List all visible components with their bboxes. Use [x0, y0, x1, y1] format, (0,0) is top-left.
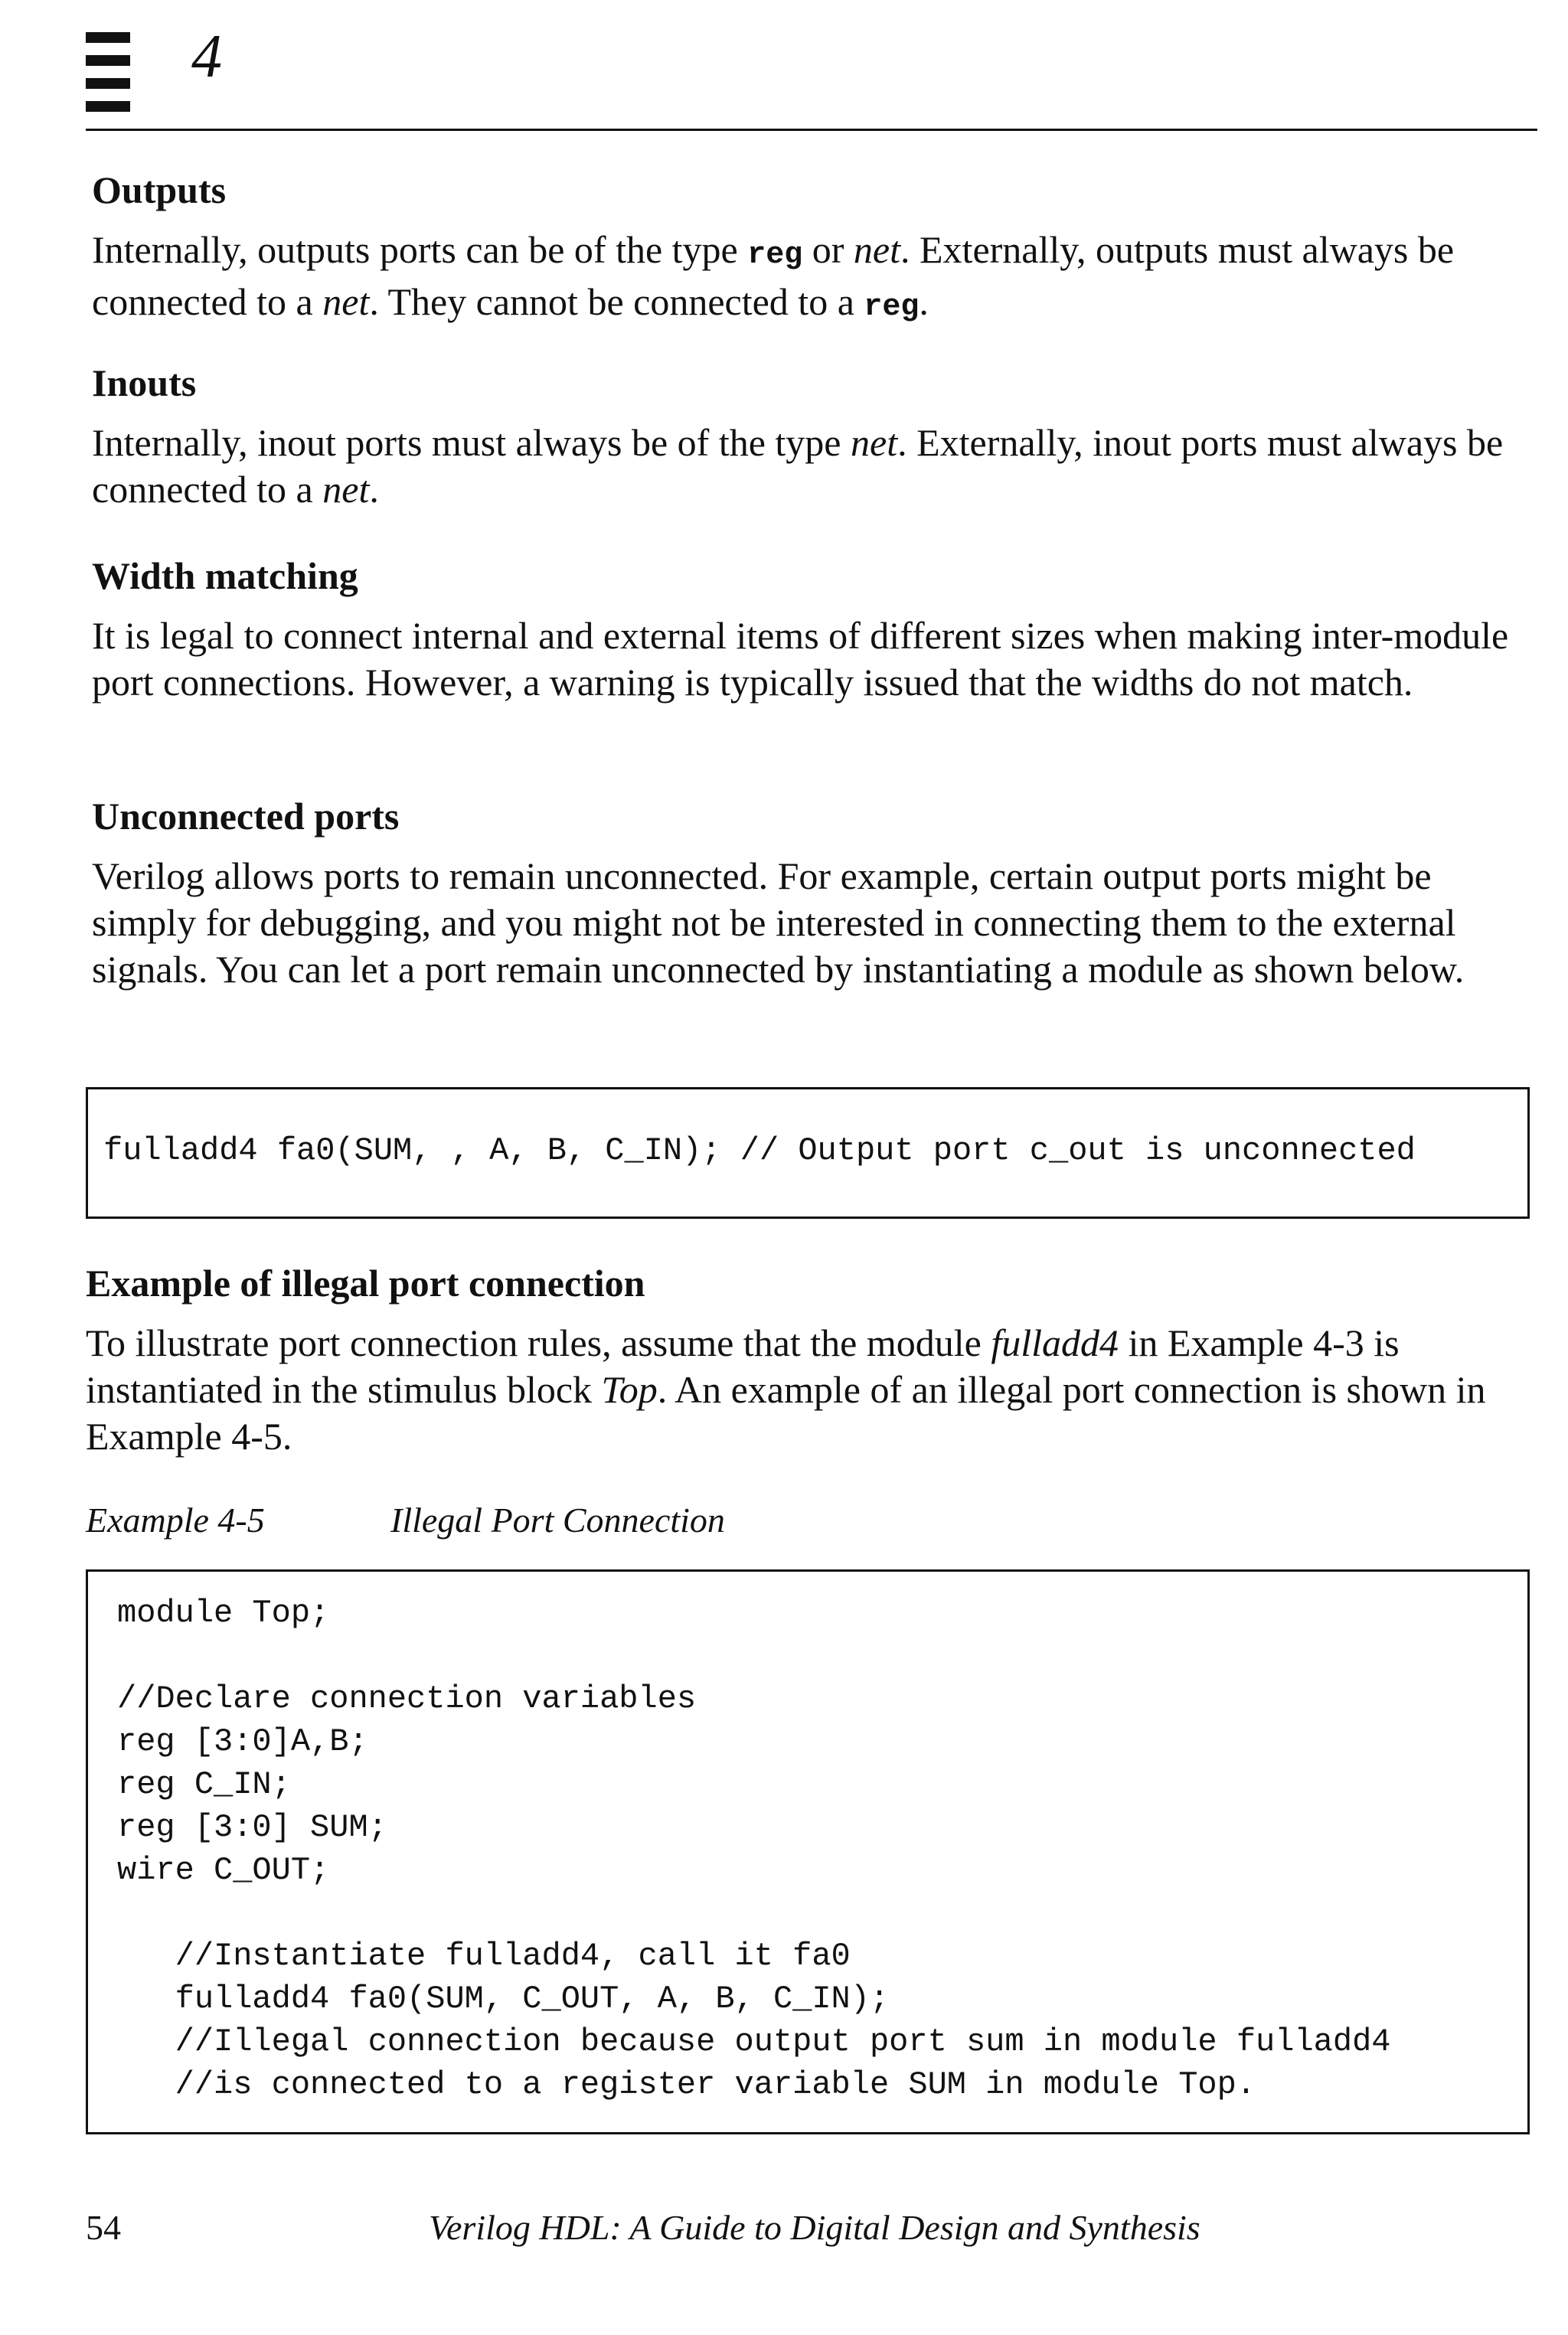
width-matching-paragraph: It is legal to connect internal and external items of different sizes when making inter-module port connections. However, a warning is typically issued that the widths do not match. — [92, 614, 1509, 704]
example-code-box — [86, 1569, 1530, 2134]
chapter-bars-icon — [86, 31, 155, 115]
code-line: //is connected to a register variable SUM in module Top. — [117, 2066, 1256, 2103]
code-line: fulladd4 fa0(SUM, C_OUT, A, B, C_IN); — [117, 1981, 890, 2017]
code-line: wire C_OUT; — [117, 1852, 330, 1889]
heading-inouts: Inouts — [92, 361, 197, 404]
code-line: //Instantiate fulladd4, call it fa0 — [117, 1938, 851, 1974]
code-line: module Top; — [117, 1595, 330, 1631]
page-number: 54 — [86, 2208, 121, 2247]
unconnected-code-box — [86, 1087, 1530, 1219]
heading-unconnected-ports: Unconnected ports — [92, 795, 400, 838]
code-line: //Illegal connection because output port sum in module fulladd4 — [117, 2023, 1391, 2060]
unconnected-code-line: fulladd4 fa0(SUM, , A, B, C_IN); // Output port c_out is unconnected — [103, 1132, 1416, 1169]
example-title: Illegal Port Connection — [390, 1501, 725, 1540]
book-title: Verilog HDL: A Guide to Digital Design and Synthesis — [429, 2208, 1200, 2247]
outputs-paragraph: Internally, outputs ports can be of the type reg or net. Externally, outputs must always be connected to a net. They cannot be connected to a reg. — [92, 228, 1455, 325]
heading-width-matching: Width matching — [92, 554, 358, 597]
code-line: reg [3:0]A,B; — [117, 1723, 368, 1760]
code-line: reg C_IN; — [117, 1766, 291, 1803]
illegal-example-paragraph: To illustrate port connection rules, assume that the module fulladd4 in Example 4-3 is instantiated in the stimulus block Top. An example of an illegal port connection is shown in Example 4-5. — [86, 1321, 1486, 1458]
unconnected-ports-paragraph: Verilog allows ports to remain unconnected. For example, certain output ports might be simply for debugging, and you might not be interested in connecting them to the external signals. You can let a port remain unconnected by instantiating a module as shown below. — [92, 854, 1465, 991]
heading-illegal-port-connection: Example of illegal port connection — [86, 1262, 645, 1305]
inouts-paragraph: Internally, inout ports must always be of the type net. Externally, inout ports must always be connected to a net. — [92, 421, 1504, 511]
code-line: reg [3:0] SUM; — [117, 1809, 387, 1846]
code-line — [117, 1634, 1390, 1677]
header-rule — [86, 129, 1537, 131]
example-code-listing — [117, 1592, 1390, 2106]
example-label: Example 4-5 — [86, 1501, 265, 1540]
code-line: //Declare connection variables — [117, 1680, 697, 1717]
heading-outputs: Outputs — [92, 168, 227, 211]
chapter-number: 4 — [191, 23, 222, 90]
code-line — [117, 1892, 1390, 1935]
